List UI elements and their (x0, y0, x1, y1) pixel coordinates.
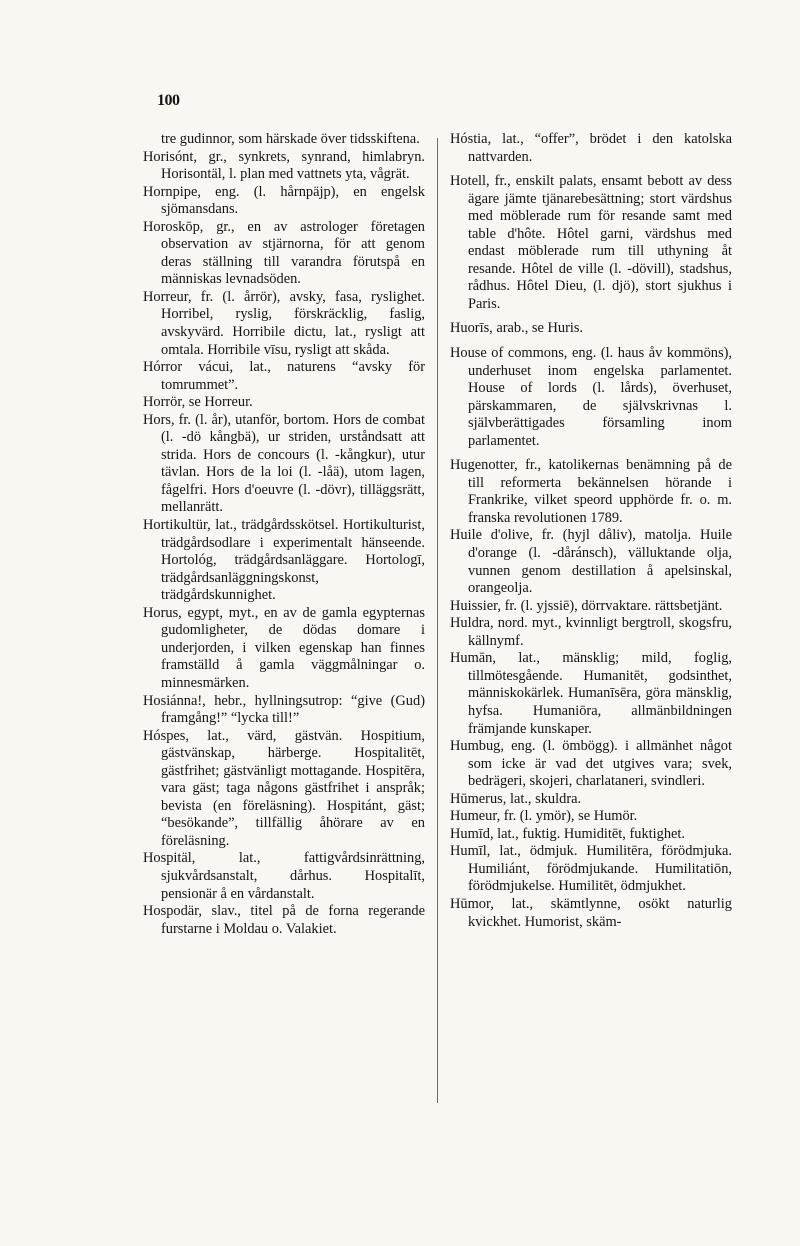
column-divider (437, 138, 438, 1103)
dictionary-entry: Hūmor, lat., skämtlynne, osökt naturlig kvickhet. Humorist, skäm- (450, 895, 732, 930)
dictionary-entry: Hóstia, lat., “offer”, brödet i den katolska nattvarden. (450, 131, 732, 165)
dictionary-entry: Humbug, eng. (l. ömbögg). i allmänhet något som icke är vad det utgives vara; svek, bedrägeri, skojeri, charlataneri, svindleri. (450, 738, 732, 790)
dictionary-entry: House of commons, eng. (l. haus åv kommöns), underhuset inom engelska parlamentet. House of lords (l. lårds), överhuset, pärskammaren, de självskrivnas l. självberättigades församling inom parlamentet. (450, 345, 732, 449)
dictionary-entry: Horus, egypt, myt., en av de gamla egypternas gudomligheter, de dödas domare i underjorden, i vilken egenskap han finnes framställd å gamla väggmålningar o. minnesmärken. (143, 604, 425, 691)
left-column (143, 131, 425, 938)
page-number: 100 (157, 92, 180, 109)
dictionary-entry: Horrör, se Horreur. (143, 394, 253, 411)
dictionary-entry: Horreur, fr. (l. årrör), avsky, fasa, ryslighet. Horribel, ryslig, förskräcklig, faslig, avskyvärd. Horribile dictu, lat., rysligt att omtala. Horribile vīsu, rysligt att skåda. (143, 288, 425, 358)
dictionary-entry: Huldra, nord. myt., kvinnligt bergtroll, skogsfru, källnymf. (450, 615, 732, 649)
dictionary-entry: Humān, lat., mänsklig; mild, foglig, tillmötesgående. Humanitēt, godsinthet, människokärlek. Humanīsēra, göra mänsklig, hyfsa. Humaniōra, allmänbildningen främjande kunskaper. (450, 650, 732, 737)
dictionary-entry: Hórror vácui, lat., naturens “avsky för tomrummet”. (143, 359, 425, 393)
dictionary-entry: Hūmerus, lat., skuldra. (450, 790, 582, 807)
dictionary-entry: Huorīs, arab., se Huris. (450, 320, 584, 337)
dictionary-entry: Hugenotter, fr., katolikernas benämning på de till reformerta bekännelsen hörande i Frankrike, vilket speord upphörde fr. o. m. franska revolutionen 1789. (450, 457, 732, 526)
dictionary-entry: Hospitäl, lat., fattigvårdsinrättning, sjukvårdsanstalt, dårhus. Hospitalīt, pensionär å en vårdanstalt. (143, 850, 425, 902)
dictionary-entry: Hortikultür, lat., trädgårdsskötsel. Hortikulturist, trädgårdsodlare i experimentalt hänseende. Hortológ, trädgårdsanläggare. Hortologī, trädgårdsanläggningskonst, trädgårdskunnighet. (143, 517, 425, 604)
dictionary-entry: Hospodär, slav., titel på de forna regerande furstarne i Moldau o. Valakiet. (143, 903, 425, 937)
dictionary-entry: Humīl, lat., ödmjuk. Humilitēra, förödmjuka. Humiliánt, förödmjukande. Humilitatiōn, förödmjukelse. Humilitēt, ödmjukhet. (450, 843, 732, 895)
dictionary-entry: Hotell, fr., enskilt palats, ensamt bebott av dess ägare jämte tjänarebesättning; stort värdshus med möblerade rum för resande samt med table d'hôte. Hôtel garni, värdshus med endast möblerade rum till uthyning åt resande. Hôtel de ville (l. -dövill), stadshus, rådhus. Hôtel Dieu, (l. djö), stort sjukhus i Paris. (450, 173, 732, 312)
dictionary-entry: Hornpipe, eng. (l. hårnpäjp), en engelsk sjömansdans. (143, 183, 425, 218)
dictionary-entry: Hosiánna!, hebr., hyllningsutrop: “give (Gud) framgång!” “lycka till!” (143, 692, 425, 727)
dictionary-entry: Huile d'olive, fr. (hyjl dåliv), matolja. Huile d'orange (l. -dåránsch), välluktande olja, vunnen genom destillation å apelsinskal, orangeolja. (450, 527, 732, 597)
dictionary-entry: Horoskōp, gr., en av astrologer företagen observation av stjärnorna, för att genom deras ställning till varandra förutspå en människas levnadsöden. (143, 218, 425, 288)
dictionary-entry: Horisónt, gr., synkrets, synrand, himlabryn. Horisontäl, l. plan med vattnets yta, vågrät. (143, 148, 425, 183)
dictionary-entry: Hóspes, lat., värd, gästvän. Hospitium, gästvänskap, härberge. Hospitalitēt, gästfrihet; gästvänligt mottagande. Hospitēra, vara gäst; taga någons gästfrihet i anspråk; bevista (en föreläsning). Hospitánt, gäst; “besökande”, tillfällig åhörare av en föreläsning. (143, 727, 425, 849)
dictionary-entry: tre gudinnor, som härskade över tidsskiftena. (161, 131, 420, 147)
dictionary-entry: Hors, fr. (l. år), utanför, bortom. Hors de combat (l. -dö kångbä), ur striden, urståndsatt att strida. Hors de concours (l. -kångkur), utur tävlan. Hors de la loi (l. -låä), utom lagen, fågelfri. Hors d'oeuvre (l. -dövr), tilläggsrätt, mellanrätt. (143, 411, 425, 516)
dictionary-entry: Humeur, fr. (l. ymör), se Humör. (450, 808, 638, 825)
right-column (450, 131, 732, 931)
dictionary-entry: Huissier, fr. (l. yjssiē), dörrvaktare. rättsbetjänt. (450, 597, 723, 614)
dictionary-entry: Humīd, lat., fuktig. Humiditēt, fuktighet. (450, 825, 686, 842)
